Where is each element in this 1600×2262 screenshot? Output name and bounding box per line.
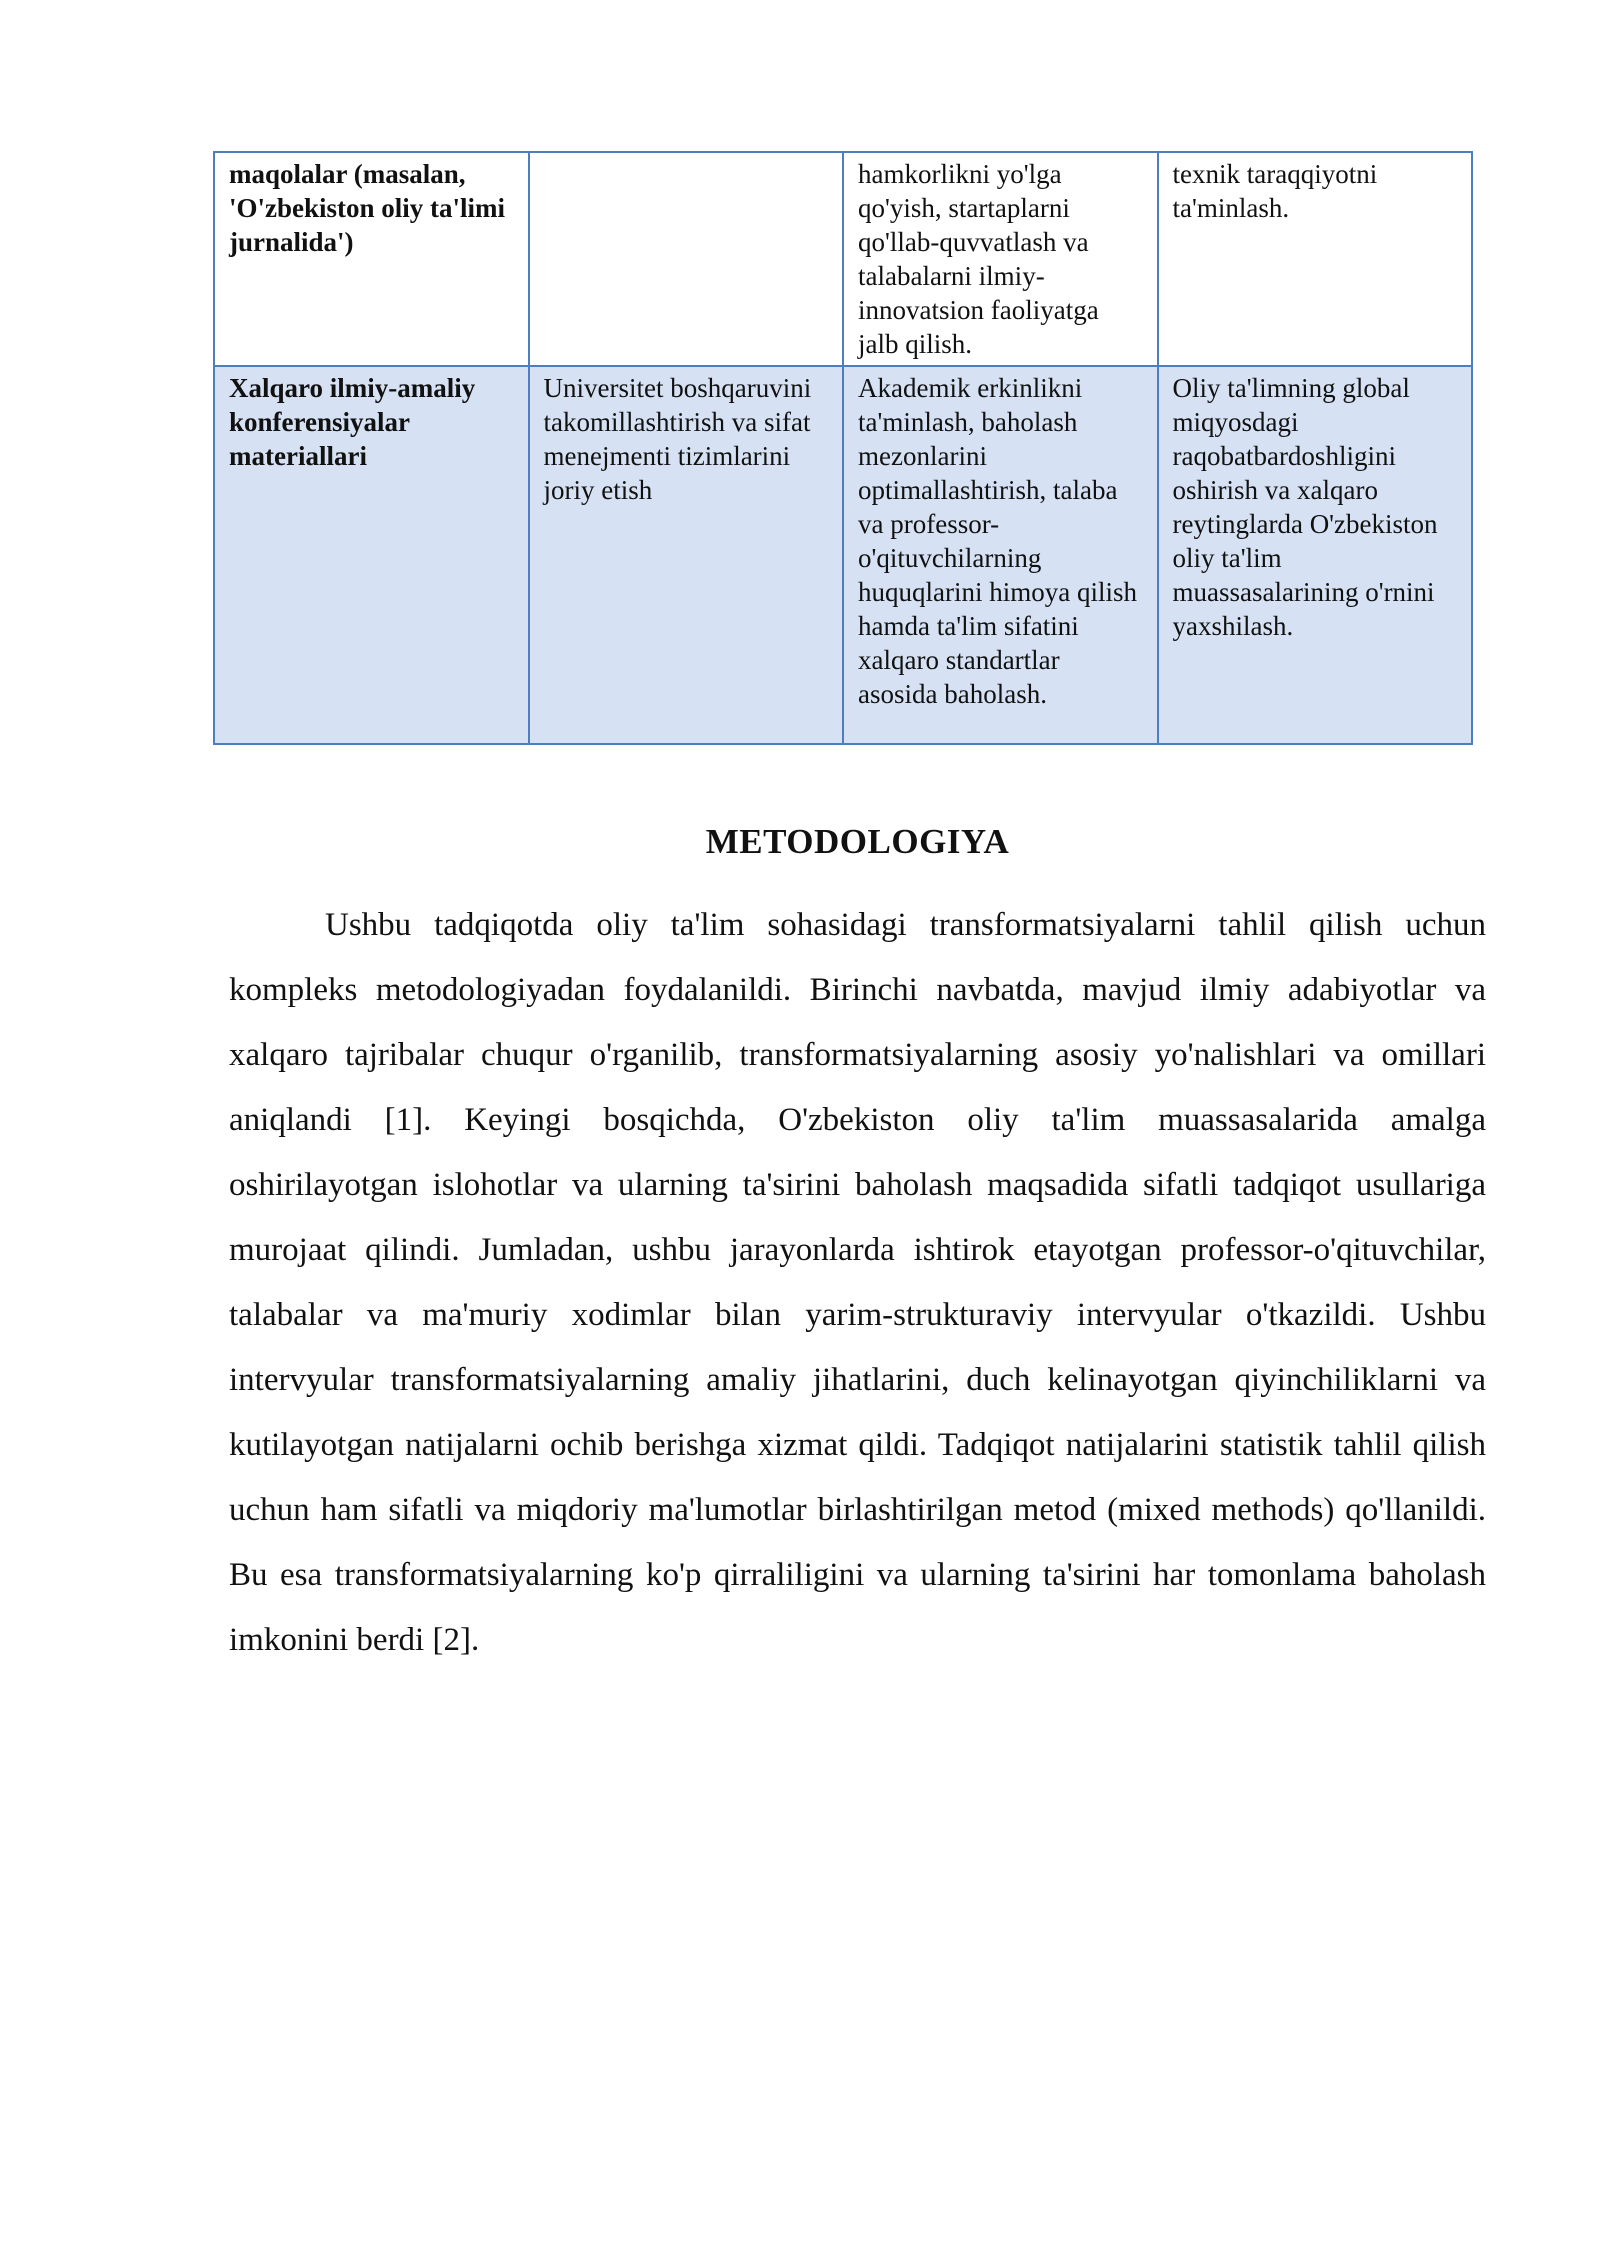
table-cell-outcome: Oliy ta'limning global miqyosdagi raqobatbardoshligini oshirish va xalqaro reytinglarda O'zbekiston oliy ta'lim muassasalarining o'rnini yaxshilash. [1158, 366, 1473, 744]
table-row [214, 152, 1472, 366]
table-cell-source: maqolalar (masalan, 'O'zbekiston oliy ta'limi jurnalida') [214, 152, 529, 366]
table-cell-source: Xalqaro ilmiy-amaliy konferensiyalar materiallari [214, 366, 529, 744]
table-cell-content: hamkorlikni yo'lga qo'yish, startaplarni qo'llab-quvvatlash va talabalarni ilmiy-innovatsion faoliyatga jalb qilish. [843, 152, 1158, 366]
section-heading: METODOLOGIYA [705, 822, 1010, 861]
literature-table [213, 151, 1473, 745]
table-cell-direction: Universitet boshqaruvini takomillashtirish va sifat menejmenti tizimlarini joriy etish [529, 366, 844, 744]
table-cell-outcome: texnik taraqqiyotni ta'minlash. [1158, 152, 1473, 366]
table-cell-content: Akademik erkinlikni ta'minlash, baholash mezonlarini optimallashtirish, talaba va professor-o'qituvchilarning huquqlarini himoya qilish hamda ta'lim sifatini xalqaro standartlar asosida baholash. [843, 366, 1158, 744]
methodology-paragraph: Ushbu tadqiqotda oliy ta'lim sohasidagi transformatsiyalarni tahlil qilish uchun kompleks metodologiyadan foydalanildi. Birinchi navbatda, mavjud ilmiy adabiyotlar va xalqaro tajribalar chuqur o'rganilib, transformatsiyalarning asosiy yo'nalishlari va omillari aniqlandi [1]. Keyingi bosqichda, O'zbekiston oliy ta'lim muassasalarida amalga oshirilayotgan islohotlar va ularning ta'sirini baholash maqsadida sifatli tadqiqot usullariga murojaat qilindi. Jumladan, ushbu jarayonlarda ishtirok etayotgan professor-o'qituvchilar, talabalar va ma'muriy xodimlar bilan yarim-strukturaviy intervyular o'tkazildi. Ushbu intervyular transformatsiyalarning amaliy jihatlarini, duch kelinayotgan qiyinchiliklarni va kutilayotgan natijalarni ochib berishga xizmat qildi. Tadqiqot natijalarini statistik tahlil qilish uchun ham sifatli va miqdoriy ma'lumotlar birlashtirilgan metod (mixed methods) qo'llanildi. Bu esa transformatsiyalarning ko'p qirraliligini va ularning ta'sirini har tomonlama baholash imkonini berdi [2]. [229, 907, 1486, 1658]
table-row [214, 366, 1472, 744]
table-cell-direction [529, 152, 844, 366]
